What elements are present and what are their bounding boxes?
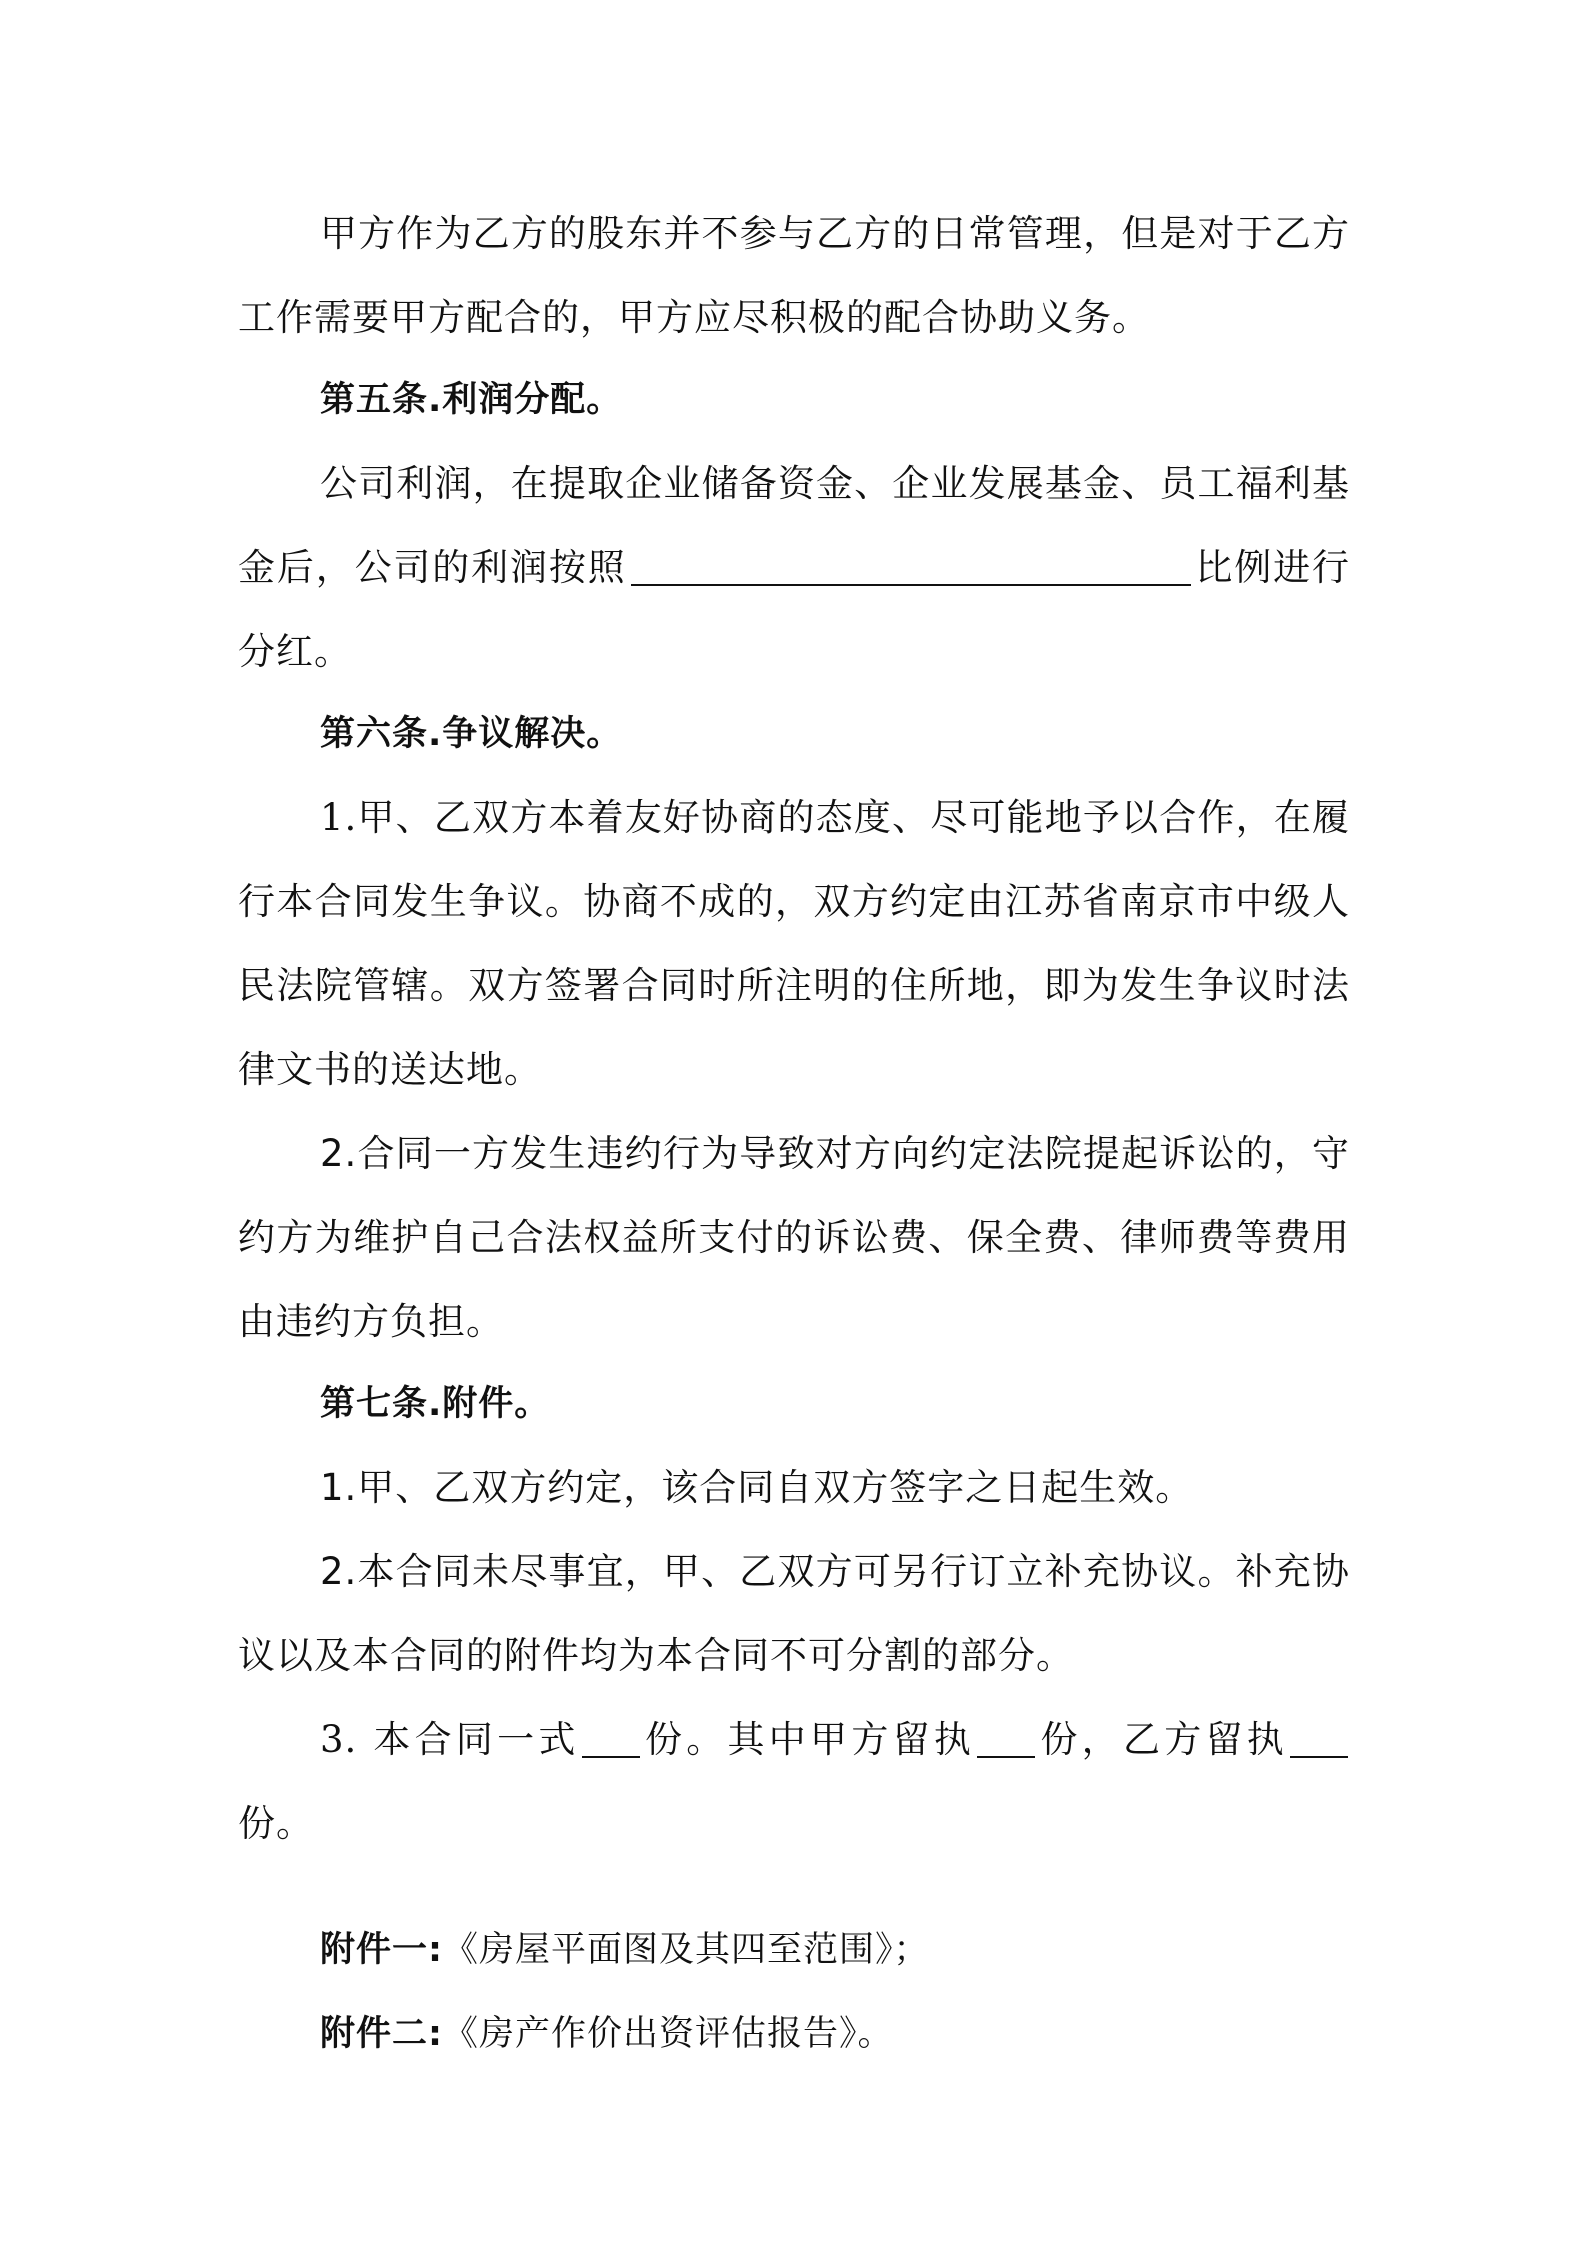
- profit-ratio-blank: [631, 540, 1191, 586]
- article-7-heading: 第七条.附件。: [320, 1384, 551, 1424]
- article-5-paragraph: 公司利润，在提取企业储备资金、企业发展基金、员工福利基金后，公司的利润按照 比例进行分红。: [238, 462, 1351, 673]
- attachment-1: 附件一:《房屋平面图及其四至范围》；: [320, 1930, 930, 1970]
- article-6-heading: 第六条.争议解决。: [320, 714, 623, 754]
- attachment-2: 附件二:《房产作价出资评估报告》。: [320, 2014, 894, 2054]
- article-4-continuation: 甲方作为乙方的股东并不参与乙方的日常管理，但是对于乙方工作需要甲方配合的，甲方应尽积极的配合协助义务。: [238, 212, 1350, 339]
- article-7-item-3: 3. 本合同一式 份。其中甲方留执 份，乙方留执份。: [238, 1698, 1350, 1866]
- section-spacer: [238, 1866, 1350, 1908]
- article-6-item-2: 2.合同一方发生违约行为导致对方向约定法院提起诉讼的，守约方为维护自己合法权益所支付的诉讼费、保全费、律师费等费用由违约方负担。: [238, 1132, 1350, 1343]
- document-body: [238, 192, 1350, 2076]
- copies-party-b-blank: [1290, 1712, 1348, 1758]
- copies-party-a-blank: [977, 1712, 1035, 1758]
- article-5-heading: 第五条.利润分配。: [320, 380, 623, 420]
- article-7-item-1: 1.甲、乙双方约定，该合同自双方签字之日起生效。: [320, 1466, 1194, 1509]
- article-7-item-2: 2.本合同未尽事宜，甲、乙双方可另行订立补充协议。补充协议以及本合同的附件均为本合同不可分割的部分。: [238, 1550, 1350, 1677]
- article-6-item-1: 1.甲、乙双方本着友好协商的态度、尽可能地予以合作，在履行本合同发生争议。协商不成的，双方约定由江苏省南京市中级人民法院管辖。双方签署合同时所注明的住所地，即为发生争议时法律文书的送达地。: [238, 796, 1350, 1091]
- copies-total-blank: [582, 1712, 640, 1758]
